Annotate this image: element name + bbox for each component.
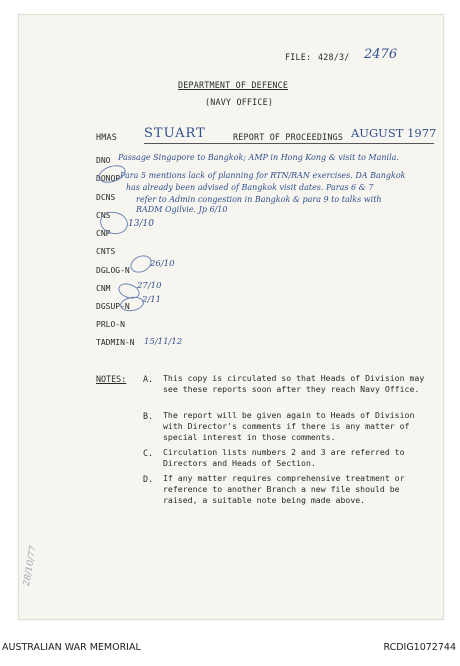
annotation-line-5: RADM Ogilvie. Jp 6/10 (136, 205, 228, 214)
annotation-tadmin: 15/11/12 (144, 337, 183, 347)
annotation-line-4: refer to Admin congestion in Bangkok & para 9 to talks with (136, 195, 382, 204)
note-letter-b: B. (143, 411, 154, 421)
note-text-a: This copy is circulated so that Heads of Division may see these reports soon after they reach Navy Office. (163, 373, 425, 394)
note-text-c: Circulation lists numbers 2 and 3 are referred to Directors and Heads of Section. (163, 447, 405, 468)
notes-label: NOTES: (96, 374, 127, 384)
note-letter-c: C. (143, 448, 154, 458)
circ-code-cns: CNS (96, 211, 111, 220)
file-number: 428/3/ (318, 52, 350, 62)
ship-name: STUART (144, 126, 206, 141)
annotation-dgsup: 2/11 (142, 295, 162, 305)
note-text-b: The report will be given again to Heads of Division with Director's comments if there is any matter of special interest in those comments. (163, 410, 415, 442)
note-letter-d: D. (143, 474, 154, 484)
report-title: REPORT OF PROCEEDINGS (233, 132, 344, 142)
report-period: AUGUST 1977 (351, 126, 437, 140)
annotation-line-2: Para 5 mentions lack of planning for RTN/RAN exercises. DA Bangkok (120, 171, 406, 180)
hmas-label: HMAS (96, 132, 117, 142)
footer-institution: AUSTRALIAN WAR MEMORIAL (2, 642, 141, 653)
note-text-d: If any matter requires comprehensive treatment or reference to another Branch a new file should be raised, a suitable note being made above. (163, 473, 405, 505)
department-heading: DEPARTMENT OF DEFENCE (178, 80, 289, 90)
circ-code-prlo: PRLO-N (96, 320, 125, 329)
annotation-dglog: 26/10 (150, 259, 175, 269)
circ-code-dgsup: DGSUP-N (96, 302, 130, 311)
circ-code-cnts: CNTS (96, 247, 116, 256)
circ-code-cnm: CNM (96, 284, 111, 293)
report-underline (144, 143, 434, 144)
file-label: FILE: (285, 52, 312, 62)
footer-record-id: RCDIG1072744 (383, 642, 456, 653)
circ-code-dno: DNO (96, 156, 111, 165)
circ-code-cnp: CNP (96, 229, 111, 238)
annotation-line-3: has already been advised of Bangkok visit dates. Paras 6 & 7 (126, 183, 374, 192)
circ-code-tadmin: TADMIN-N (96, 338, 135, 347)
circ-code-dglog: DGLOG-N (96, 266, 130, 275)
annotation-cns: 13/10 (128, 219, 154, 229)
margin-date-note: 28/10/77 (22, 545, 39, 587)
office-heading: (NAVY OFFICE) (205, 97, 274, 107)
circ-code-donop: DONOP (96, 174, 121, 183)
annotation-line-1: Passage Singapore to Bangkok; AMP in Hong Kong & visit to Manila. (118, 153, 399, 162)
note-letter-a: A. (143, 374, 154, 384)
circ-code-dcns: DCNS (96, 193, 116, 202)
file-number-handwritten: 2476 (364, 47, 398, 62)
annotation-cnm: 27/10 (137, 281, 162, 291)
